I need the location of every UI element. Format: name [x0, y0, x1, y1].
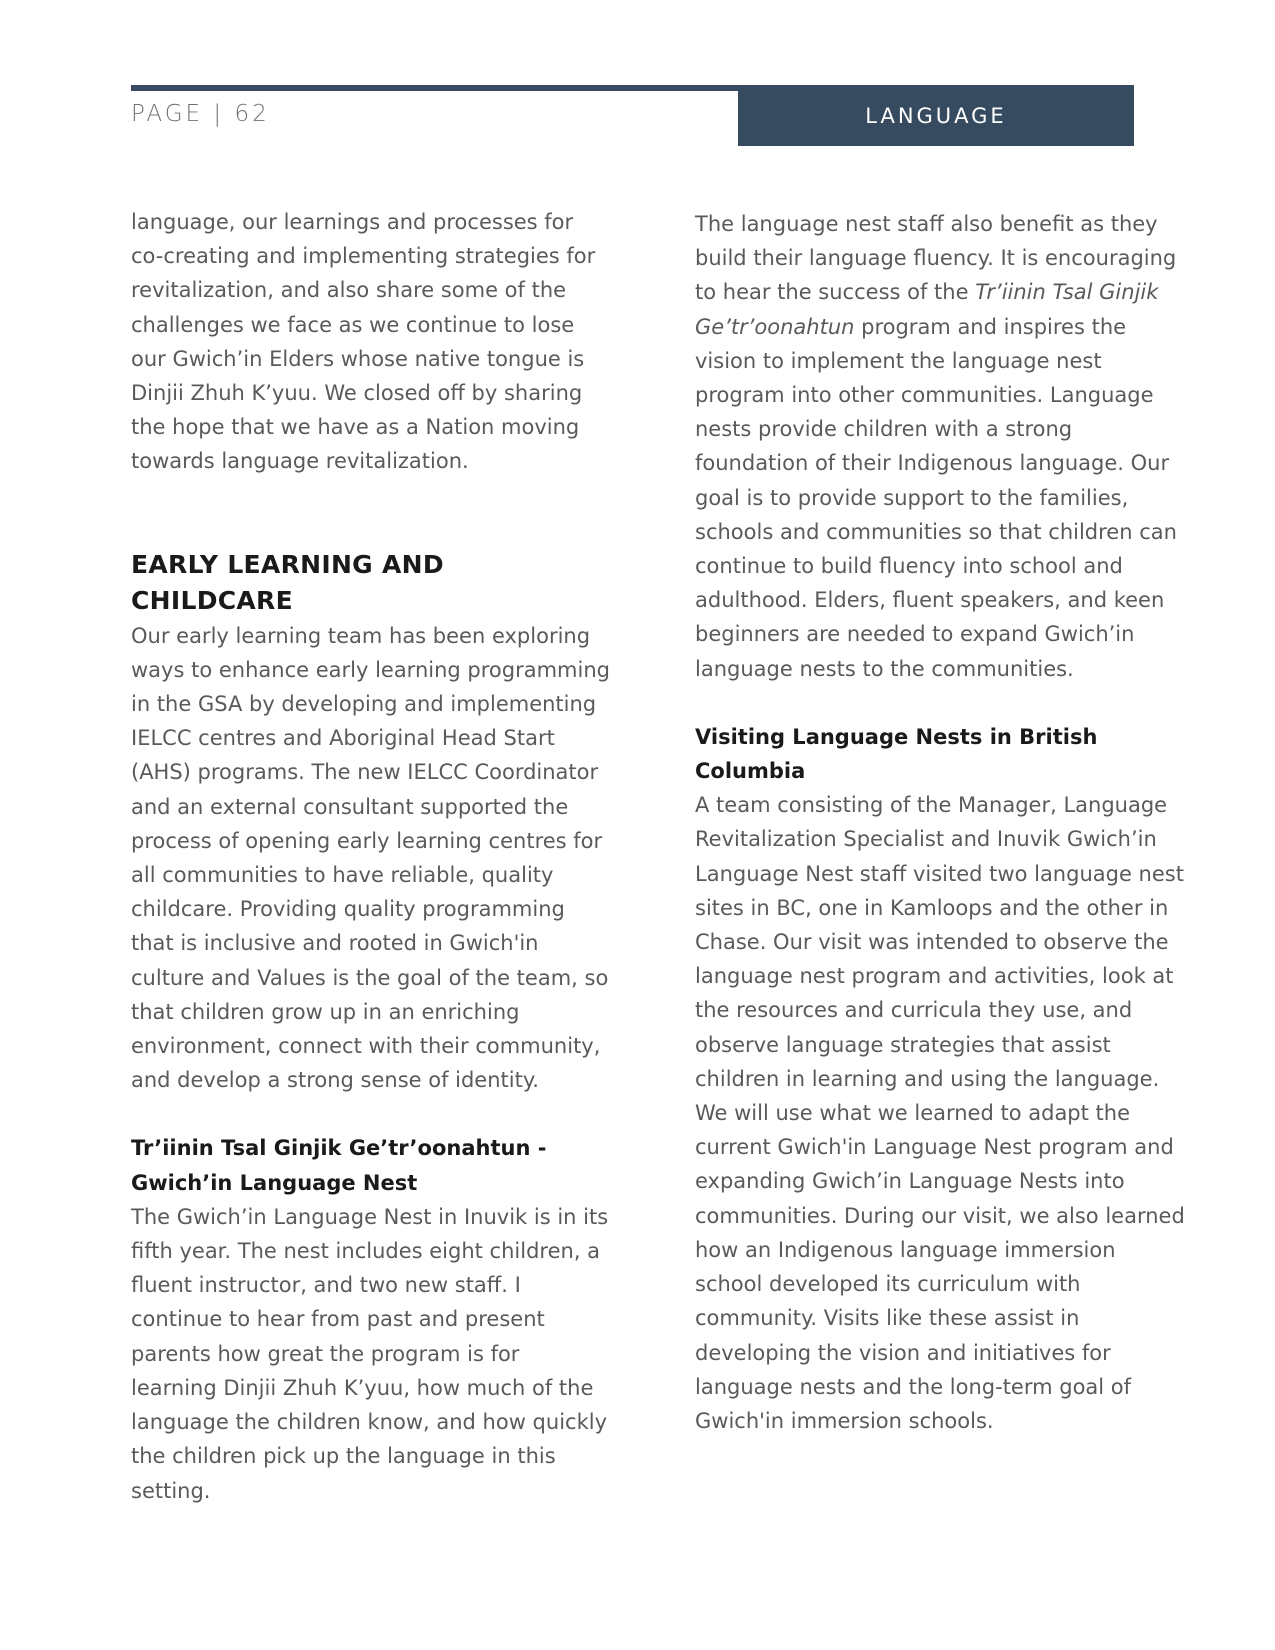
- nest-benefits-paragraph: The language nest staff also benefit as they build their language fluency. It is encouraging to hear the success of the Tr’iinin Tsal Ginjik Ge’tr’oonahtun program and inspires the vision to implement the language nest program into other communities. Language nests provide children with a strong foundation of their Indigenous language. Our goal is to provide support to the families, schools and communities so that children can continue to build fluency into school and adulthood. Elders, fluent speakers, and keen beginners are needed to expand Gwich’in language nests to the communities.: [695, 212, 1177, 681]
- page-number: PAGE | 62: [131, 101, 270, 127]
- early-learning-paragraph: Our early learning team has been exploring ways to enhance early learning programming in the GSA by developing and implementing IELCC centres and Aboriginal Head Start (AHS) programs. The new IELCC Coordinator and an external consultant supported the process of opening early learning centres for all communities to have reliable, quality childcare. Providing quality programming that is inclusive and rooted in Gwich'in culture and Values is the goal of the team, so that children grow up in an enriching environment, connect with their community, and develop a strong sense of identity.: [131, 623, 610, 1093]
- language-nest-heading: Tr’iinin Tsal Ginjik Ge’tr’oonahtun - Gwich’in Language Nest: [131, 1136, 547, 1195]
- left-column: [131, 205, 611, 1508]
- section-tab: LANGUAGE: [738, 85, 1134, 146]
- visiting-nests-heading: Visiting Language Nests in British Columbia: [695, 724, 1098, 784]
- visiting-nests-paragraph: A team consisting of the Manager, Language Revitalization Specialist and Inuvik Gwich’in Language Nest staff visited two language nest sites in BC, one in Kamloops and the other in Chase. Our visit was intended to observe the language nest program and activities, look at the resources and curricula they use, and observe language strategies that assist children in learning and using the language. We will use what we learned to adapt the current Gwich'in Language Nest program and expanding Gwich’in Language Nests into communities. During our visit, we also learned how an Indigenous language immersion school developed its curriculum with community. Visits like these assist in developing the vision and initiatives for language nests and the long-term goal of Gwich'in immersion schools.: [695, 793, 1185, 1433]
- intro-paragraph: language, our learnings and processes for co-creating and implementing strategies for revitalization, and also share some of the challenges we face as we continue to lose our Gwich’in Elders whose native tongue is Dinjii Zhuh K’yuu. We closed off by sharing the hope that we have as a Nation moving towards language revitalization.: [131, 210, 596, 474]
- language-nest-paragraph: The Gwich’in Language Nest in Inuvik is in its fifth year. The nest includes eight children, a fluent instructor, and two new staff. I continue to hear from past and present parents how great the program is for learning Dinjii Zhuh K’yuu, how much of the language the children know, and how quickly the children pick up the language in this setting.: [131, 1204, 609, 1503]
- right-column: [695, 207, 1185, 1438]
- early-learning-heading: EARLY LEARNING AND CHILDCARE: [131, 549, 444, 615]
- program-name-italic: Tr’iinin Tsal Ginjik Ge’tr’oonahtun: [695, 280, 1159, 339]
